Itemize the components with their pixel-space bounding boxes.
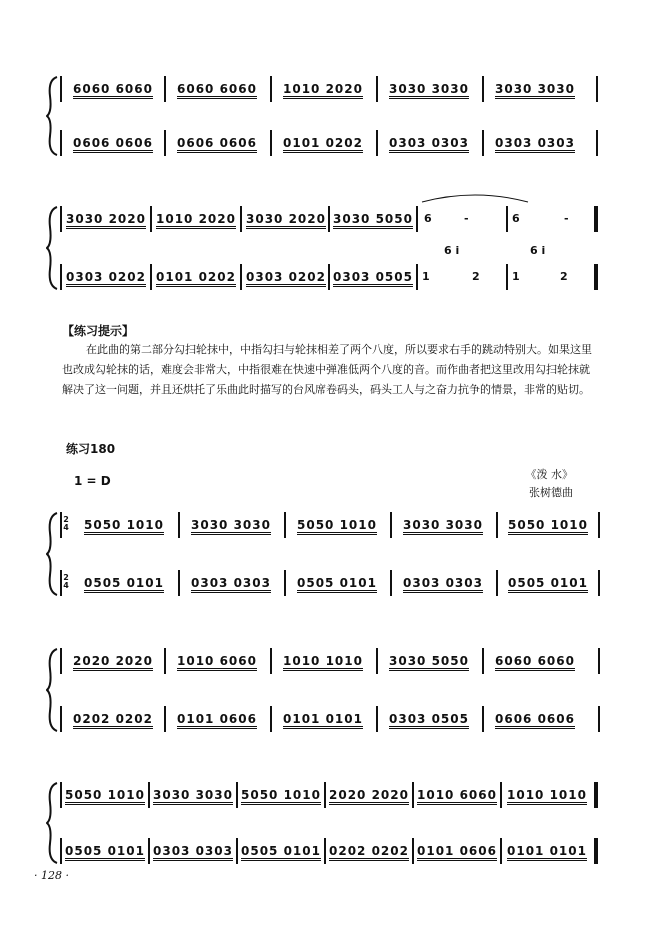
- measure: 1010 1010: [283, 654, 363, 668]
- note: 2: [560, 270, 568, 283]
- lower-staff: [60, 838, 598, 864]
- measure: 0303 0303: [191, 576, 271, 590]
- note: -: [464, 212, 469, 225]
- measure: 0606 0606: [177, 136, 257, 150]
- measure: 3030 3030: [495, 82, 575, 96]
- measure: 1010 1010: [507, 788, 587, 802]
- brace: [46, 76, 58, 156]
- measure: 1010 6060: [417, 788, 497, 802]
- measure: 0303 0303: [389, 136, 469, 150]
- measure: 6060 6060: [495, 654, 575, 668]
- measure: 0303 0202: [66, 270, 146, 284]
- piece-title: 《泼 水》: [525, 468, 573, 481]
- time-signature: 2 4: [63, 515, 69, 532]
- measure: 3030 3030: [403, 518, 483, 532]
- measure: 0101 0606: [177, 712, 257, 726]
- measure: 0303 0505: [333, 270, 413, 284]
- measure: 0202 0202: [73, 712, 153, 726]
- measure: 0505 0101: [508, 576, 588, 590]
- composer: 张树德曲: [529, 486, 573, 499]
- brace: [46, 648, 58, 732]
- measure: 3030 3030: [389, 82, 469, 96]
- measure: 0303 0202: [246, 270, 326, 284]
- score-system-4: [46, 648, 598, 732]
- measure: 0303 0303: [153, 844, 233, 858]
- lower-staff: [60, 706, 598, 732]
- upper-staff: [60, 648, 598, 674]
- measure: 0101 0202: [283, 136, 363, 150]
- measure: 5050 1010: [65, 788, 145, 802]
- measure: 2020 2020: [329, 788, 409, 802]
- piece-info: [526, 466, 574, 502]
- measure: 1010 6060: [177, 654, 257, 668]
- measure: 0606 0606: [495, 712, 575, 726]
- upper-staff: [60, 782, 598, 808]
- note: 1: [422, 270, 430, 283]
- measure: 5050 1010: [241, 788, 321, 802]
- measure: 3030 3030: [153, 788, 233, 802]
- time-signature: 2 4: [63, 573, 69, 590]
- note: -: [564, 212, 569, 225]
- measure: 0101 0202: [156, 270, 236, 284]
- key-signature: 1 = D: [74, 474, 111, 488]
- lower-staff: [60, 570, 598, 596]
- measure: 6060 6060: [177, 82, 257, 96]
- measure: 0101 0606: [417, 844, 497, 858]
- measure: 6060 6060: [73, 82, 153, 96]
- measure: 3030 2020: [246, 212, 326, 226]
- brace: [46, 782, 58, 864]
- lower-staff: [60, 130, 598, 156]
- measure: 5050 1010: [297, 518, 377, 532]
- score-system-5: [46, 782, 598, 864]
- measure: 0505 0101: [65, 844, 145, 858]
- measure: 0505 0101: [297, 576, 377, 590]
- score-system-3: [46, 512, 598, 596]
- measure: 0303 0303: [403, 576, 483, 590]
- measure: 2020 2020: [73, 654, 153, 668]
- measure: 0202 0202: [329, 844, 409, 858]
- note: 2: [472, 270, 480, 283]
- brace: [46, 206, 58, 290]
- lower-staff: [60, 244, 598, 290]
- measure: 0303 0303: [495, 136, 575, 150]
- measure: 3030 5050: [333, 212, 413, 226]
- score-system-1: [46, 76, 598, 156]
- measure: 5050 1010: [508, 518, 588, 532]
- measure: 0101 0101: [507, 844, 587, 858]
- upper-staff: [60, 206, 598, 232]
- measure: 3030 3030: [191, 518, 271, 532]
- tip-title: 【练习提示】: [62, 324, 135, 338]
- measure: 0505 0101: [84, 576, 164, 590]
- measure: 1010 2020: [156, 212, 236, 226]
- measure: 3030 2020: [66, 212, 146, 226]
- measure: 5050 1010: [84, 518, 164, 532]
- note: 6 i: [444, 244, 460, 257]
- upper-staff: [60, 76, 598, 102]
- note: 6: [424, 212, 432, 225]
- tie-arc: [420, 192, 530, 204]
- upper-staff: [60, 512, 598, 538]
- exercise-title: 练习180: [66, 442, 116, 456]
- page-number: · 128 ·: [34, 869, 69, 882]
- measure: 1010 2020: [283, 82, 363, 96]
- measure: 0303 0505: [389, 712, 469, 726]
- measure: 0101 0101: [283, 712, 363, 726]
- note: 1: [512, 270, 520, 283]
- measure: 0505 0101: [241, 844, 321, 858]
- note: 6: [512, 212, 520, 225]
- score-system-2: [46, 206, 598, 290]
- measure: 0606 0606: [73, 136, 153, 150]
- measure: 3030 5050: [389, 654, 469, 668]
- brace: [46, 512, 58, 596]
- tip-body: 在此曲的第二部分勾扫轮抹中，中指勾扫与轮抹相差了两个八度，所以要求右手的跳动特别大。如果这里也改成勾轮抹的话，难度会非常大，中指很难在快速中弹准低两个八度的音。而作曲者把这里改用勾扫轮抹就解决了这一问题，并且还烘托了乐曲此时描写的台风席卷码头，码头工人与之奋力抗争的情景，非常的贴切。: [62, 343, 592, 396]
- note: 6 i: [530, 244, 546, 257]
